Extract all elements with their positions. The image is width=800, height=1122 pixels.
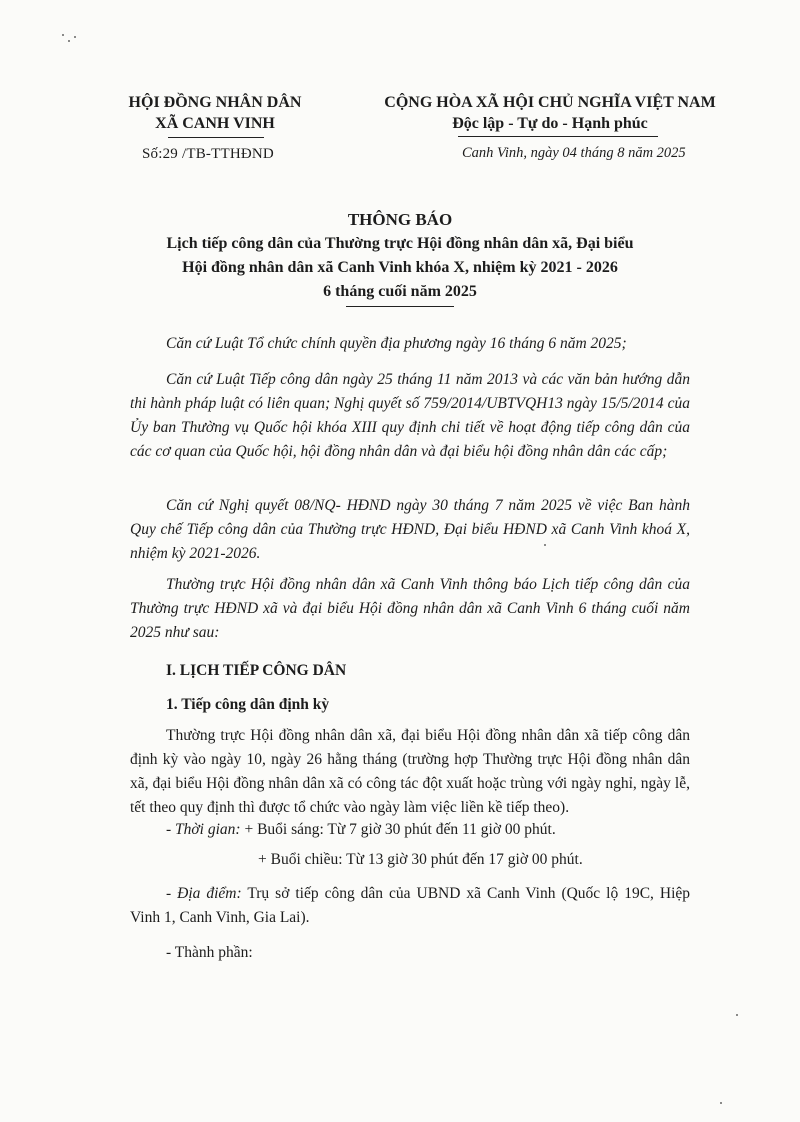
- issuing-organization: [110, 92, 320, 134]
- nation-line-1: CỘNG HÒA XÃ HỘI CHỦ NGHĨA VIỆT NAM: [384, 94, 716, 111]
- time-label: - Thời gian:: [166, 821, 241, 838]
- motto-underline: [458, 136, 658, 137]
- place-date: Canh Vinh, ngày 04 tháng 8 năm 2025: [462, 145, 686, 161]
- schedule-body: Thường trực Hội đồng nhân dân xã, đại biểu Hội đồng nhân dân xã tiếp công dân định kỳ vào ngày 10, ngày 26 hằng tháng (trường hợp Thường trực Hội đồng nhân dân xã, đại biểu Hội đồng nhân dân xã có công tác đột xuất hoặc trùng với ngày nghỉ, ngày lễ, tết theo quy định thì được tổ chức vào ngày làm việc liền kề tiếp theo).: [130, 727, 690, 816]
- preamble-1: Căn cứ Luật Tổ chức chính quyền địa phương ngày 16 tháng 6 năm 2025;: [166, 335, 627, 352]
- preamble-3: Căn cứ Nghị quyết 08/NQ- HĐND ngày 30 tháng 7 năm 2025 về việc Ban hành Quy chế Tiếp công dân của Thường trực HĐND, Đại biểu HĐND xã Canh Vinh khoá X, nhiệm kỳ 2021-2026.: [130, 497, 690, 562]
- document-number: Số:29 /TB-TTHĐND: [142, 146, 274, 162]
- national-header: [360, 92, 740, 134]
- title-heading: THÔNG BÁO: [347, 210, 453, 229]
- document-title: [100, 208, 700, 304]
- org-underline: [168, 137, 264, 138]
- nation-line-2: Độc lập - Tự do - Hạnh phúc: [452, 115, 648, 132]
- place-value: Trụ sở tiếp công dân của UBND xã Canh Vinh (Quốc lộ 19C, Hiệp Vinh 1, Canh Vinh, Gia Lai).: [130, 885, 691, 926]
- time-afternoon: + Buổi chiều: Từ 13 giờ 30 phút đến 17 giờ 00 phút.: [258, 851, 583, 868]
- org-line-2: XÃ CANH VINH: [155, 115, 275, 132]
- time-row: [166, 821, 556, 839]
- subsection-heading: 1. Tiếp công dân định kỳ: [166, 696, 330, 713]
- preamble-2: Căn cứ Luật Tiếp công dân ngày 25 tháng 11 năm 2013 và các văn bản hướng dẫn thi hành pháp luật có liên quan; Nghị quyết số 759/2014/UBTVQH13 ngày 15/5/2014 của Ủy ban Thường vụ Quốc hội khóa XIII quy định chi tiết về hoạt động tiếp công dân của các cơ quan của Quốc hội, hội đồng nhân dân và đại biểu hội đồng nhân dân các cấp;: [130, 371, 690, 460]
- org-line-1: HỘI ĐỒNG NHÂN DÂN: [128, 94, 302, 111]
- title-line-2: Hội đồng nhân dân xã Canh Vinh khóa X, nhiệm kỳ 2021 - 2026: [182, 259, 618, 276]
- place-row: [130, 882, 690, 930]
- members-label: - Thành phần:: [166, 944, 253, 961]
- title-line-1: Lịch tiếp công dân của Thường trực Hội đồng nhân dân xã, Đại biểu: [166, 235, 634, 252]
- time-morning: + Buổi sáng: Từ 7 giờ 30 phút đến 11 giờ 00 phút.: [240, 821, 556, 838]
- preamble-4: Thường trực Hội đồng nhân dân xã Canh Vinh thông báo Lịch tiếp công dân của Thường trực HĐND xã và đại biểu Hội đồng nhân dân xã Canh Vinh 6 tháng cuối năm 2025 như sau:: [130, 576, 690, 641]
- place-label: - Địa điểm:: [166, 885, 242, 902]
- title-line-3: 6 tháng cuối năm 2025: [323, 283, 477, 300]
- section-heading: I. LỊCH TIẾP CÔNG DÂN: [166, 662, 347, 679]
- title-underline: [346, 306, 454, 307]
